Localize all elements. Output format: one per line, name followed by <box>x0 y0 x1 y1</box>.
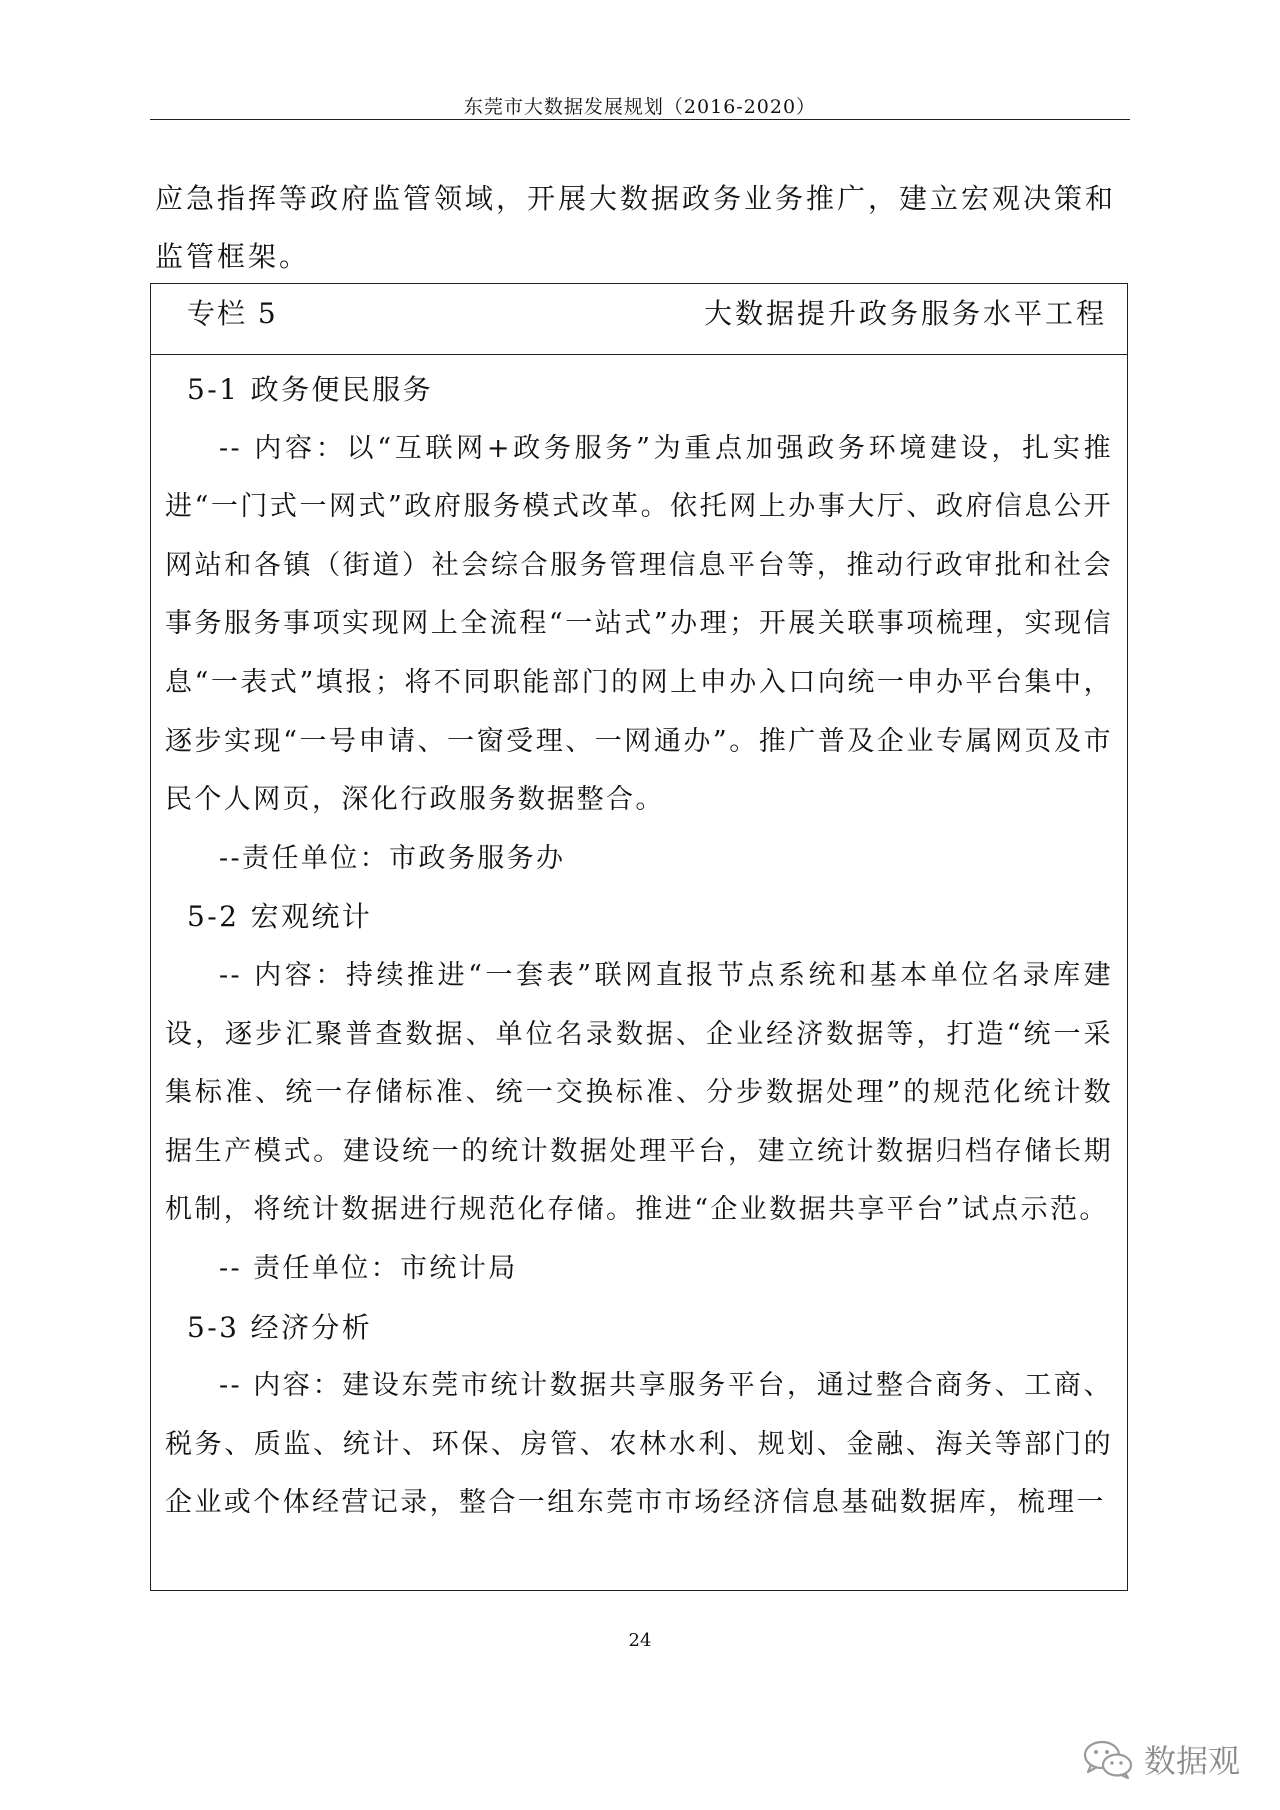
intro-paragraph: 应急指挥等政府监管领域，开展大数据政务业务推广，建立宏观决策和监管框架。 <box>155 182 1117 273</box>
section-content: -- 内容：以“互联网+政务服务”为重点加强政务环境建设，扎实推进“一门式一网式”政府服务模式改革。依托网上办事大厅、政府信息公开网站和各镇（街道）社会综合服务管理信息平台等，推动行政审批和社会事务服务事项实现网上全流程“一站式”办理；开展关联事项梳理，实现信息“一表式”填报；将不同职能部门的网上申办入口向统一申办平台集中，逐步实现“一号申请、一窗受理、一网通办”。推广普及企业专属网页及市民个人网页，深化行政服务数据整合。 <box>165 432 1113 816</box>
section-content: -- 内容：建设东莞市统计数据共享服务平台，通过整合商务、工商、税务、质监、统计、环保、房管、农林水利、规划、金融、海关等部门的企业或个体经营记录，整合一组东莞市市场经济信息基础数据库，梳理一 <box>165 1370 1113 1519</box>
watermark <box>1082 1736 1240 1782</box>
section-content: -- 内容：持续推进“一套表”联网直报节点系统和基本单位名录库建设，逐步汇聚普查数据、单位名录数据、企业经济数据等，打造“统一采集标准、统一存储标准、统一交换标准、分步数据处理”的规范化统计数据生产模式。建设统一的统计数据处理平台，建立统计数据归档存储长期机制，将统计数据进行规范化存储。推进“企业数据共享平台”试点示范。 <box>165 959 1113 1226</box>
section-heading: 5-1 政务便民服务 <box>187 373 433 406</box>
box-title: 大数据提升政务服务水平工程 <box>703 297 1107 330</box>
box-label: 专栏 5 <box>187 297 278 330</box>
header-rule <box>150 119 1130 120</box>
box-header <box>151 284 1127 355</box>
watermark-text: 数据观 <box>1143 1742 1240 1780</box>
section-heading: 5-3 经济分析 <box>187 1310 373 1344</box>
box-body <box>151 355 1127 1533</box>
page-number: 24 <box>628 1630 652 1651</box>
wechat-icon <box>1082 1738 1134 1780</box>
section-heading: 5-2 宏观统计 <box>187 900 373 934</box>
section-responsible-unit: --责任单位：市政务服务办 <box>219 842 566 874</box>
running-header: 东莞市大数据发展规划（2016-2020） <box>463 96 817 118</box>
section-responsible-unit: -- 责任单位：市统计局 <box>219 1252 518 1284</box>
feature-box <box>150 283 1128 1591</box>
